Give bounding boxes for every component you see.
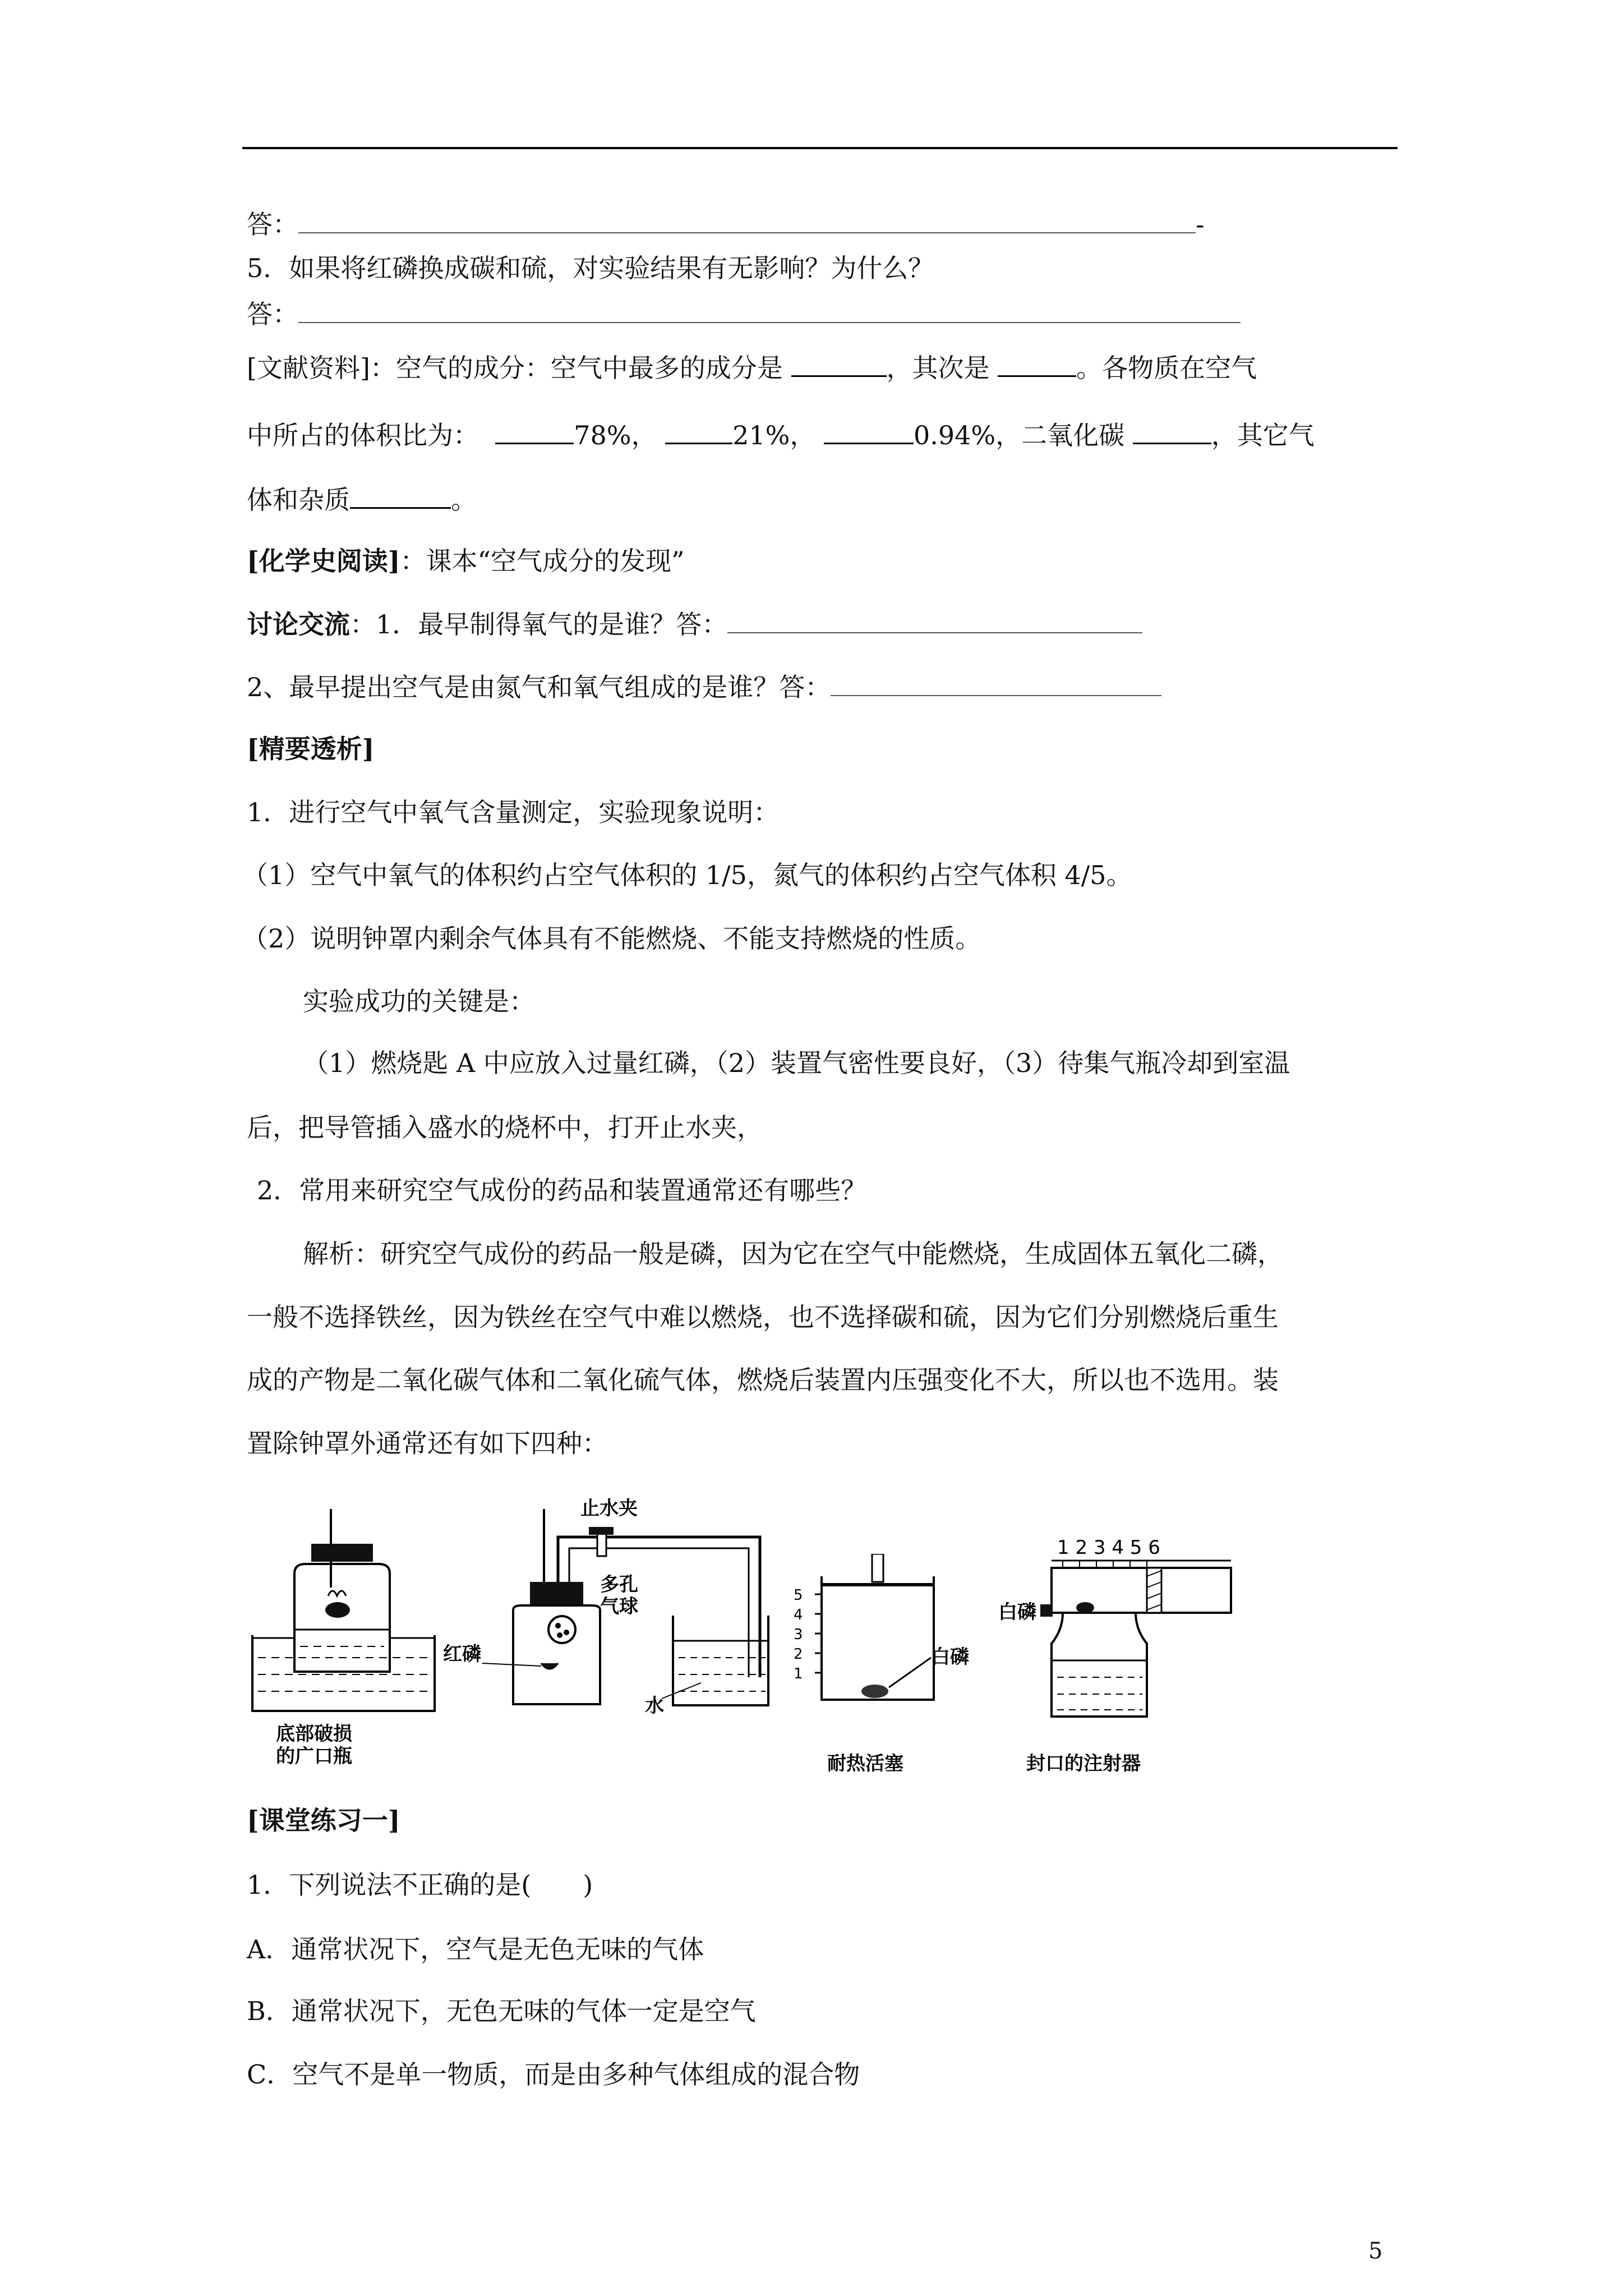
impurities-line [247, 482, 477, 517]
volume-text: ，其它气 [1211, 420, 1315, 450]
answer-line-1 [247, 208, 1205, 241]
scale-tick: 4 [794, 1607, 803, 1623]
answer-blank[interactable] [831, 670, 1161, 696]
flame-icon [328, 1591, 346, 1596]
cylinder [822, 1576, 934, 1700]
answer-blank[interactable] [727, 608, 1142, 633]
fig4-white-phosphorus-label: 白磷 [998, 1601, 1036, 1623]
blank-second-component[interactable] [998, 351, 1076, 377]
blank-78[interactable] [495, 418, 574, 444]
discussion-text: 2、最早提出空气是由氮气和氧气组成的是谁？答： [247, 672, 831, 702]
page-number: 5 [1368, 2238, 1383, 2264]
figure-broken-bottle [241, 1503, 449, 1773]
fig2-water-label: 水 [645, 1695, 664, 1717]
answer-line-2 [247, 297, 1241, 331]
fig1-caption-1: 底部破损 [276, 1723, 352, 1745]
answer-tail: - [1196, 209, 1205, 240]
syringe-scale: 1 2 3 4 5 6 [1057, 1536, 1160, 1559]
wide-mouth-bottle [294, 1564, 390, 1672]
combustion-spoon [541, 1663, 558, 1669]
bottle-stopper [311, 1544, 373, 1562]
figure-sealed-syringe [995, 1526, 1242, 1778]
analysis-p2d: 置除钟罩外通常还有如下四种： [247, 1428, 608, 1458]
volume-text: 78%， [574, 420, 657, 450]
porous-balloon [548, 1616, 575, 1643]
burning-phosphorus [325, 1602, 350, 1618]
volume-text: 0.94%，二氧化碳 [914, 420, 1125, 450]
discussion-label: 讨论交流 [247, 609, 350, 639]
scale-tick: 1 [794, 1665, 803, 1682]
literature-text: [文献资料]：空气的成分：空气中最多的成分是 [247, 353, 783, 383]
analysis-p2c: 成的产物是二氧化碳气体和二氧化硫气体，燃烧后装置内压强变化不大，所以也不选用。装 [247, 1365, 1279, 1395]
answer-blank[interactable] [298, 208, 1196, 233]
option-c[interactable]: C．空气不是单一物质，而是由多种气体组成的混合物 [247, 2059, 860, 2090]
impurities-text: 。 [451, 485, 477, 515]
history-label: [化学史阅读] [247, 546, 400, 576]
scale-tick: 3 [794, 1626, 803, 1643]
question-5: 5．如果将红磷换成碳和硫，对实验结果有无影响？为什么？ [247, 253, 934, 283]
figure-clip-apparatus [437, 1492, 774, 1717]
gas-bottle [513, 1605, 600, 1704]
answer-label: 答： [247, 299, 298, 329]
literature-text: ，其次是 [886, 353, 990, 383]
fig3-caption: 耐热活塞 [827, 1752, 903, 1775]
answer-blank[interactable] [298, 297, 1241, 323]
scale-tick: 2 [794, 1646, 803, 1663]
fig1-caption-2: 的广口瓶 [276, 1745, 352, 1768]
analysis-p1b: （2）说明钟罩内剩余气体具有不能燃烧、不能支持燃烧的性质。 [242, 923, 981, 954]
analysis-p2a: 解析：研究空气成份的药品一般是磷，因为它在空气中能燃烧，生成固体五氧化二磷， [303, 1239, 1283, 1269]
volume-ratio-line [247, 418, 1315, 452]
blank-co2[interactable] [1133, 418, 1211, 444]
test-tube [1052, 1613, 1147, 1717]
volume-text: 中所占的体积比为： [247, 420, 479, 450]
analysis-p1: 1．进行空气中氧气含量测定，实验现象说明： [247, 797, 780, 827]
water-clip-icon [597, 1534, 606, 1556]
rubber-stopper [530, 1582, 583, 1605]
fig2-balloon-label-2: 气球 [600, 1595, 638, 1618]
exercise-heading: [课堂练习一] [247, 1805, 400, 1835]
analysis-p2: 2．常用来研究空气成份的药品和装置通常还有哪些？ [257, 1175, 867, 1205]
blank-094[interactable] [824, 418, 914, 444]
key-analysis-heading: [精要透析] [247, 734, 375, 764]
figure-piston-cylinder [788, 1554, 1007, 1778]
history-reading [247, 544, 685, 578]
blank-impurities[interactable] [350, 482, 451, 509]
analysis-p1c: 实验成功的关键是： [303, 986, 535, 1016]
fig3-white-phosphorus-label: 白磷 [931, 1646, 969, 1668]
header-rule [242, 147, 1398, 149]
history-text: ：课本“空气成分的发现” [400, 546, 685, 576]
impurities-text: 体和杂质 [247, 485, 350, 515]
fig4-caption: 封口的注射器 [1026, 1752, 1141, 1775]
fig2-red-phosphorus-label: 红磷 [443, 1643, 481, 1665]
discussion-text: ：1．最早制得氧气的是谁？答： [350, 609, 728, 639]
syringe-plunger [1147, 1568, 1161, 1613]
answer-label: 答： [247, 209, 298, 240]
white-phosphorus [861, 1685, 888, 1698]
white-phosphorus [1076, 1602, 1094, 1613]
exercise-1: 1．下列说法不正确的是( ) [247, 1870, 593, 1900]
fig2-balloon-label-1: 多孔 [600, 1573, 638, 1596]
volume-text: 21%， [732, 420, 816, 450]
analysis-p2b: 一般不选择铁丝，因为铁丝在空气中难以燃烧，也不选择碳和硫，因为它们分别燃烧后重生 [247, 1302, 1279, 1332]
option-a[interactable]: A．通常状况下，空气是无色无味的气体 [247, 1934, 704, 1964]
blank-most-component[interactable] [791, 351, 887, 377]
discussion-2 [247, 670, 1161, 704]
blank-21[interactable] [665, 418, 732, 444]
analysis-p1d: （1）燃烧匙 A 中应放入过量红磷，（2）装置气密性要良好，（3）待集气瓶冷却到室温 [303, 1048, 1290, 1078]
literature-line [247, 351, 1257, 385]
analysis-p1e: 后，把导管插入盛水的烧杯中，打开止水夹， [247, 1112, 763, 1143]
analysis-p1a: （1）空气中氧气的体积约占空气体积的 1/5，氮气的体积约占空气体积 4/5。 [242, 860, 1132, 890]
option-b[interactable]: B．通常状况下，无色无味的气体一定是空气 [247, 1996, 756, 2026]
discussion-1 [247, 608, 1142, 641]
literature-text: 。各物质在空气 [1076, 353, 1257, 383]
fig2-clip-label: 止水夹 [580, 1497, 638, 1520]
scale-tick: 5 [794, 1587, 803, 1604]
